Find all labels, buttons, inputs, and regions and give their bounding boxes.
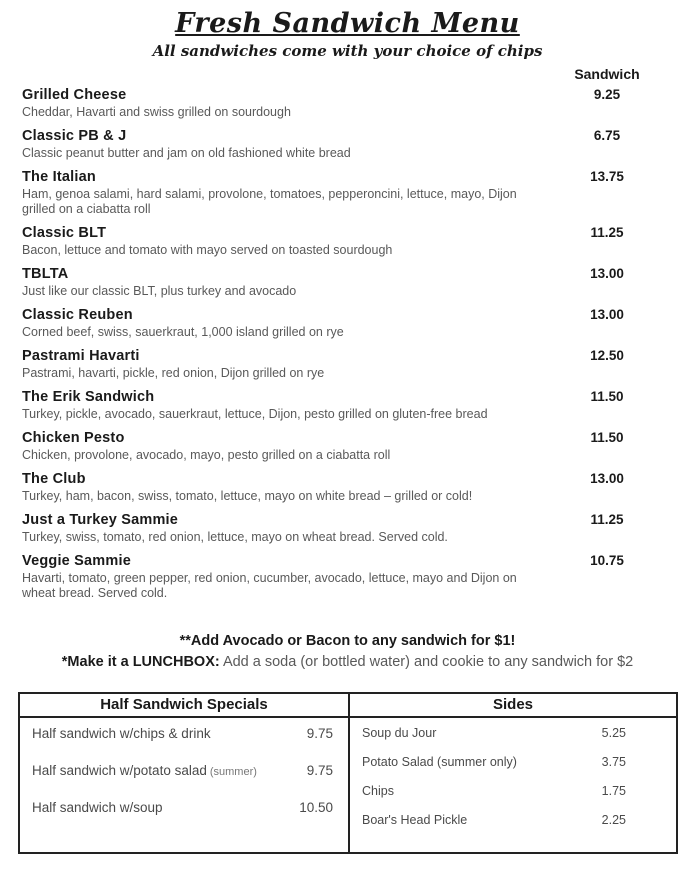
row-label [32, 763, 307, 778]
menu-item-tblta [22, 265, 652, 299]
lunchbox-text: Add a soda (or bottled water) and cookie to any sandwich for $2 [222, 654, 634, 670]
item-price: 6.75 [593, 128, 621, 143]
item-description: Classic peanut butter and jam on old fashioned white bread [22, 146, 351, 160]
row-price: 1.75 [601, 784, 626, 798]
item-description: Chicken, provolone, avocado, mayo, pesto grilled on a ciabatta roll [22, 448, 391, 462]
row-label: Boar's Head Pickle [362, 813, 468, 827]
lunchbox-note [0, 654, 695, 670]
item-price: 11.25 [590, 512, 624, 527]
row-note: (summer) [209, 766, 257, 778]
row-label: Potato Salad (summer only) [362, 755, 517, 769]
avocado-bacon-note: **Add Avocado or Bacon to any sandwich for $1! [179, 633, 516, 649]
item-price: 13.00 [590, 307, 624, 322]
item-name: Veggie Sammie [22, 553, 131, 569]
item-description: Havarti, tomato, green pepper, red onion, cucumber, avocado, lettuce, mayo and Dijon on wheat bread. Served cold. [22, 571, 517, 600]
item-price: 9.25 [593, 87, 621, 102]
item-price: 10.75 [590, 553, 624, 568]
sides-table-header: Sides [350, 694, 676, 718]
row-label [32, 800, 299, 815]
table-row [350, 782, 676, 800]
item-description: Pastrami, havarti, pickle, red onion, Dijon grilled on rye [22, 366, 325, 380]
specials-and-sides-table [18, 692, 678, 854]
item-description: Turkey, swiss, tomato, red onion, lettuce, mayo on wheat bread. Served cold. [22, 530, 448, 544]
menu-subtitle: All sandwiches come with your choice of chips [152, 42, 543, 60]
table-row [350, 811, 676, 829]
item-price: 13.00 [590, 471, 624, 486]
item-name: The Club [22, 471, 86, 487]
menu-item-grilled-cheese [22, 86, 652, 120]
price-column-header: Sandwich [574, 66, 640, 82]
specials-table-header: Half Sandwich Specials [20, 694, 348, 718]
item-name: Classic BLT [22, 225, 107, 241]
menu-item-just-a-turkey-sammie [22, 511, 652, 545]
item-name: The Erik Sandwich [22, 389, 155, 405]
row-price: 2.25 [601, 813, 626, 827]
menu-item-classic-reuben [22, 306, 652, 340]
row-price: 9.75 [306, 763, 333, 778]
menu-item-classic-pbj [22, 127, 652, 161]
row-price: 10.50 [299, 800, 333, 815]
item-price: 13.75 [590, 169, 624, 184]
table-row [20, 798, 348, 817]
row-price: 3.75 [601, 755, 626, 769]
item-description: Turkey, ham, bacon, swiss, tomato, lettuce, mayo on white bread – grilled or cold! [22, 489, 473, 503]
menu-item-classic-blt [22, 224, 652, 258]
item-name: Pastrami Havarti [22, 348, 140, 364]
sides-table-body [350, 718, 676, 852]
item-description: Turkey, pickle, avocado, sauerkraut, lettuce, Dijon, pesto grilled on gluten-free bread [22, 407, 488, 421]
item-description: Corned beef, swiss, sauerkraut, 1,000 island grilled on rye [22, 325, 344, 339]
item-name: Chicken Pesto [22, 430, 125, 446]
menu-item-pastrami-havarti [22, 347, 652, 381]
table-row [350, 753, 676, 771]
page-title: Fresh Sandwich Menu [175, 8, 520, 39]
row-label: Soup du Jour [362, 726, 437, 740]
item-name: The Italian [22, 169, 96, 185]
table-row [350, 724, 676, 742]
item-price: 12.50 [590, 348, 624, 363]
sides-section [348, 694, 676, 852]
item-description: Bacon, lettuce and tomato with mayo served on toasted sourdough [22, 243, 393, 257]
row-label-text: Half sandwich w/chips & drink [32, 726, 211, 741]
menu-item-the-erik-sandwich [22, 388, 652, 422]
item-description: Just like our classic BLT, plus turkey and avocado [22, 284, 297, 298]
lunchbox-label: *Make it a LUNCHBOX: [61, 654, 220, 670]
menu-item-veggie-sammie [22, 552, 652, 601]
price-column-header-row [22, 66, 652, 82]
row-label: Chips [362, 784, 394, 798]
menu-item-chicken-pesto [22, 429, 652, 463]
row-price: 5.25 [601, 726, 626, 740]
row-label [32, 726, 307, 741]
item-name: Just a Turkey Sammie [22, 512, 179, 528]
item-name: Classic Reuben [22, 307, 133, 323]
item-name: TBLTA [22, 266, 69, 282]
item-price: 11.25 [590, 225, 624, 240]
item-name: Classic PB & J [22, 128, 127, 144]
menu-item-the-club [22, 470, 652, 504]
row-label-text: Half sandwich w/potato salad [32, 763, 207, 778]
row-price: 9.75 [306, 726, 333, 741]
item-name: Grilled Cheese [22, 87, 127, 103]
item-price: 11.50 [590, 389, 624, 404]
sandwich-list [0, 66, 695, 601]
half-sandwich-specials-section [20, 694, 348, 852]
item-description: Ham, genoa salami, hard salami, provolone, tomatoes, pepperoncini, lettuce, mayo, Dijon grilled on a ciabatta roll [22, 187, 517, 216]
specials-table-body [20, 718, 348, 852]
row-label-text: Half sandwich w/soup [32, 800, 163, 815]
table-row [20, 761, 348, 780]
item-price: 11.50 [590, 430, 624, 445]
table-row [20, 724, 348, 743]
menu-item-the-italian [22, 168, 652, 217]
item-description: Cheddar, Havarti and swiss grilled on sourdough [22, 105, 291, 119]
item-price: 13.00 [590, 266, 624, 281]
